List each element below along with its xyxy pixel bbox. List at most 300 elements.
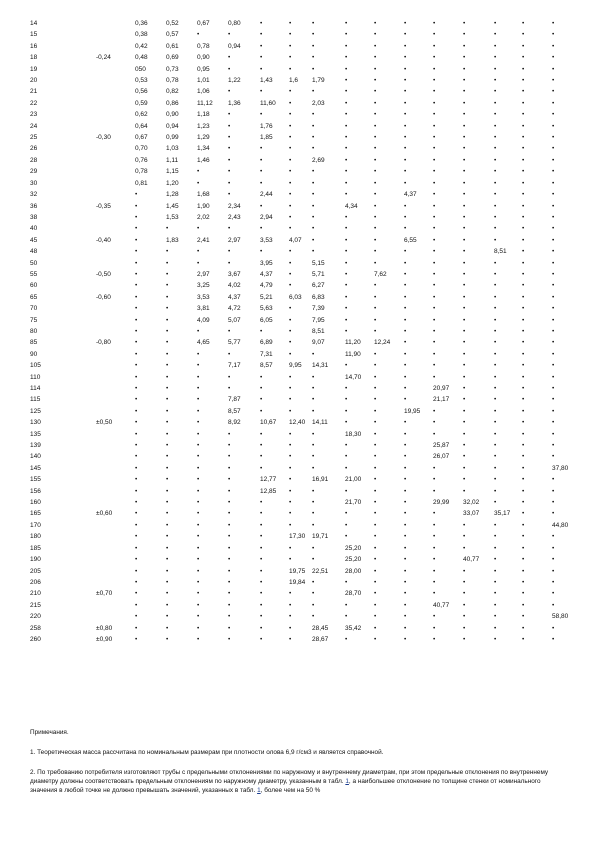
cell-mass: • [433,168,436,176]
cell-mass: • [433,282,436,290]
cell-mass: • [312,111,315,119]
cell-mass: 1,46 [197,156,210,164]
cell-mass: • [228,122,231,130]
cell-mass: • [374,510,377,518]
cell-mass: • [374,134,377,142]
cell-mass: • [312,453,315,461]
cell-mass: • [522,487,525,495]
cell-mass: 0,67 [135,134,148,142]
cell-mass: • [463,77,466,85]
cell-mass: • [197,533,200,541]
cell-mass: • [404,145,407,153]
cell-mass: 1,01 [197,77,210,85]
cell-mass: • [404,442,407,450]
cell-mass: • [166,544,169,552]
cell-mass: • [552,430,555,438]
cell-mass: • [260,168,263,176]
cell-mass: • [166,613,169,621]
cell-mass: • [494,464,497,472]
cell-mass: • [166,453,169,461]
cell-mass: • [289,305,292,313]
cell-mass: • [135,453,138,461]
cell-mass: • [404,533,407,541]
table-row [30,132,571,143]
cell-mass: • [374,99,377,107]
cell-mass: 0,59 [135,99,148,107]
cell-mass: • [312,556,315,564]
cell-mass: • [433,20,436,27]
cell-mass: • [135,282,138,290]
cell-mass: • [433,464,436,472]
cell-mass: 25,87 [433,442,450,450]
cell-mass: • [494,316,497,324]
cell-mass: • [404,179,407,187]
table-row [30,600,571,611]
cell-mass: • [374,111,377,119]
cell-mass: • [404,305,407,313]
cell-mass: 16,91 [312,476,329,484]
cell-mass: • [312,499,315,507]
cell-mass: • [522,20,525,27]
cell-mass: • [404,122,407,130]
cell-mass: • [166,567,169,575]
cell-diameter: 155 [30,476,41,484]
cell-mass: • [345,305,348,313]
cell-mass: • [494,54,497,62]
cell-mass: • [197,259,200,267]
cell-mass: • [228,578,231,586]
table-row [30,486,571,497]
cell-mass: • [552,31,555,39]
cell-mass: • [404,88,407,96]
cell-mass: • [260,499,263,507]
cell-mass: • [552,236,555,244]
cell-mass: • [228,624,231,632]
cell-mass: • [522,327,525,335]
cell-mass: • [312,191,315,199]
cell-mass: • [260,533,263,541]
cell-mass: • [433,202,436,210]
cell-mass: • [289,134,292,142]
cell-mass: • [494,453,497,461]
cell-mass: • [135,350,138,358]
cell-mass: 9,95 [289,362,302,370]
cell-tolerance [78,315,134,326]
cell-mass: • [374,327,377,335]
cell-mass: • [463,487,466,495]
cell-mass: • [494,270,497,278]
cell-mass: • [433,225,436,233]
cell-mass: • [433,567,436,575]
cell-mass: 1,45 [166,202,179,210]
cell-mass: 2,69 [312,156,325,164]
cell-mass: • [404,168,407,176]
cell-mass: • [260,65,263,73]
cell-tolerance: ±0,60 [96,510,113,518]
table-row [30,280,571,291]
cell-mass: • [289,191,292,199]
cell-diameter: 90 [30,350,38,358]
cell-mass: • [260,225,263,233]
cell-mass: • [374,31,377,39]
cell-mass: 0,86 [166,99,179,107]
cell-tolerance [78,577,134,588]
cell-mass: • [312,202,315,210]
cell-mass: • [289,225,292,233]
cell-mass: 3,95 [260,259,273,267]
cell-mass: • [197,407,200,415]
cell-mass: • [197,350,200,358]
cell-mass: • [260,613,263,621]
cell-mass: • [494,521,497,529]
table-row [30,406,571,417]
cell-mass: 1,29 [197,134,210,142]
cell-mass: • [345,259,348,267]
cell-tolerance [78,64,134,75]
cell-mass: • [312,385,315,392]
table-body [30,18,571,645]
cell-diameter: 14 [30,20,38,27]
cell-mass: • [345,122,348,130]
cell-mass: • [289,99,292,107]
cell-mass: • [260,88,263,96]
cell-mass: • [228,54,231,62]
cell-mass: • [404,339,407,347]
cell-mass: • [312,578,315,586]
cell-mass: • [374,556,377,564]
cell-mass: 28,45 [312,624,329,632]
cell-mass: 4,34 [345,202,358,210]
cell-mass: • [289,213,292,221]
cell-mass: 4,79 [260,282,273,290]
cell-mass: • [522,305,525,313]
cell-tolerance [78,143,134,154]
cell-mass: • [374,145,377,153]
table-row [30,326,571,337]
cell-mass: • [289,111,292,119]
table-row [30,223,571,234]
cell-mass: • [228,225,231,233]
cell-diameter: 190 [30,556,41,564]
cell-mass: 4,72 [228,305,241,313]
cell-mass: • [463,635,466,643]
cell-mass: • [463,202,466,210]
table-row [30,212,571,223]
cell-mass: • [463,191,466,199]
cell-mass: • [135,248,138,256]
cell-mass: • [289,613,292,621]
cell-mass: • [228,327,231,335]
cell-mass: • [552,145,555,153]
cell-mass: • [312,54,315,62]
cell-diameter: 206 [30,578,41,586]
cell-mass: • [166,373,169,381]
cell-diameter: 32 [30,191,38,199]
cell-mass: • [463,590,466,598]
cell-mass: • [197,179,200,187]
cell-mass: • [345,270,348,278]
cell-mass: • [345,134,348,142]
cell-mass: 0,57 [166,31,179,39]
cell-mass: • [312,407,315,415]
cell-mass: • [404,259,407,267]
cell-mass: • [404,476,407,484]
cell-mass: 0,62 [135,111,148,119]
cell-mass: • [404,613,407,621]
cell-mass: • [522,293,525,301]
cell-tolerance [78,543,134,554]
cell-mass: • [312,590,315,598]
cell-mass: • [312,350,315,358]
cell-mass: 4,37 [228,293,241,301]
cell-mass: • [552,350,555,358]
cell-mass: • [494,601,497,609]
cell-mass: • [494,578,497,586]
cell-mass: • [228,533,231,541]
cell-mass: • [289,339,292,347]
cell-mass: • [197,373,200,381]
cell-mass: • [312,213,315,221]
cell-mass: • [197,442,200,450]
cell-mass: • [494,168,497,176]
table-row [30,394,571,405]
cell-mass: 35,17 [494,510,511,518]
cell-mass: 1,20 [166,179,179,187]
cell-mass: • [228,510,231,518]
cell-mass: • [289,601,292,609]
cell-mass: • [345,191,348,199]
cell-mass: • [522,259,525,267]
cell-mass: • [404,362,407,370]
table-row [30,577,571,588]
cell-mass: • [552,487,555,495]
cell-mass: 3,81 [197,305,210,313]
cell-mass: 4,07 [289,236,302,244]
cell-mass: • [374,533,377,541]
cell-mass: • [463,282,466,290]
cell-mass: • [433,293,436,301]
cell-mass: 4,37 [260,270,273,278]
cell-mass: • [228,179,231,187]
notes-section [30,728,560,806]
cell-mass: • [289,510,292,518]
cell-mass: • [345,442,348,450]
cell-diameter: 80 [30,327,38,335]
cell-mass: • [166,430,169,438]
cell-mass: • [260,373,263,381]
cell-mass: • [289,350,292,358]
cell-mass: • [404,601,407,609]
cell-mass: • [166,601,169,609]
cell-mass: • [345,179,348,187]
table-row [30,372,571,383]
cell-mass: 5,07 [228,316,241,324]
cell-mass: • [552,316,555,324]
cell-mass: • [228,65,231,73]
cell-mass: • [522,316,525,324]
cell-tolerance: -0,35 [96,202,111,210]
cell-mass: • [374,293,377,301]
cell-mass: • [404,419,407,427]
cell-mass: • [289,327,292,335]
cell-mass: • [260,407,263,415]
cell-mass: • [260,453,263,461]
table-row [30,29,571,40]
cell-mass: • [552,42,555,50]
cell-mass: • [494,20,497,27]
cell-mass: • [463,362,466,370]
cell-tolerance [78,531,134,542]
cell-mass: • [552,567,555,575]
cell-tolerance [78,155,134,166]
cell-mass: • [494,590,497,598]
cell-mass: • [345,601,348,609]
cell-mass: 19,75 [289,567,306,575]
cell-mass: • [404,111,407,119]
table-link-2[interactable]: 1 [257,787,261,794]
cell-mass: • [374,236,377,244]
cell-tolerance [78,474,134,485]
cell-mass: • [374,567,377,575]
table-link-1[interactable]: 1 [345,778,349,785]
cell-mass: • [260,385,263,392]
table-row [30,258,571,269]
table-row [30,360,571,371]
cell-mass: • [374,624,377,632]
cell-mass: • [463,453,466,461]
cell-diameter: 205 [30,567,41,575]
cell-mass: 22,51 [312,567,329,575]
cell-mass: 0,52 [166,20,179,27]
cell-mass: • [433,156,436,164]
table-row [30,451,571,462]
cell-mass: 32,02 [463,499,480,507]
cell-mass: 7,95 [312,316,325,324]
cell-mass: • [494,259,497,267]
cell-mass: • [374,191,377,199]
cell-mass: • [312,464,315,472]
cell-mass: • [166,248,169,256]
cell-mass: • [289,430,292,438]
cell-mass: • [463,350,466,358]
table-row [30,611,571,622]
cell-mass: • [522,510,525,518]
cell-mass: • [197,544,200,552]
cell-mass: • [463,248,466,256]
cell-diameter: 23 [30,111,38,119]
cell-mass: 050 [135,65,146,73]
cell-tolerance: ±0,80 [96,624,113,632]
cell-mass: • [289,407,292,415]
note-2 [30,768,560,795]
cell-mass: • [552,65,555,73]
cell-mass: 35,42 [345,624,362,632]
cell-mass: • [135,373,138,381]
cell-mass: • [404,248,407,256]
cell-mass: • [433,624,436,632]
table-row [30,315,571,326]
cell-diameter: 24 [30,122,38,130]
cell-mass: • [374,202,377,210]
cell-mass: • [404,42,407,50]
cell-mass: 0,38 [135,31,148,39]
cell-mass: 1,53 [166,213,179,221]
cell-mass: • [552,305,555,313]
cell-mass: • [522,624,525,632]
cell-mass: • [135,601,138,609]
cell-mass: • [228,601,231,609]
cell-mass: • [135,191,138,199]
cell-mass: • [522,282,525,290]
cell-mass: • [433,635,436,643]
cell-mass: • [228,156,231,164]
cell-mass: • [404,270,407,278]
cell-mass: 0,82 [166,88,179,96]
cell-mass: • [228,259,231,267]
cell-mass: • [433,305,436,313]
cell-mass: • [289,202,292,210]
cell-mass: 21,70 [345,499,362,507]
cell-mass: • [135,590,138,598]
cell-mass: • [345,145,348,153]
cell-mass: • [494,396,497,404]
cell-mass: • [522,407,525,415]
cell-mass: • [197,635,200,643]
cell-mass: 0,78 [197,42,210,50]
cell-mass: • [494,122,497,130]
cell-mass: • [345,464,348,472]
cell-mass: • [260,20,263,27]
cell-mass: 0,67 [197,20,210,27]
cell-mass: 40,77 [463,556,480,564]
cell-mass: • [463,31,466,39]
cell-mass: • [522,464,525,472]
cell-mass: • [228,168,231,176]
cell-mass: • [522,556,525,564]
cell-tolerance: -0,60 [96,293,111,301]
cell-diameter: 19 [30,65,38,73]
cell-mass: • [433,510,436,518]
cell-tolerance [78,178,134,189]
cell-mass: • [552,225,555,233]
cell-mass: • [228,590,231,598]
cell-diameter: 60 [30,282,38,290]
cell-tolerance: -0,80 [96,339,111,347]
cell-mass: 1,36 [228,99,241,107]
cell-mass: • [228,430,231,438]
cell-mass: • [260,590,263,598]
cell-mass: • [552,179,555,187]
cell-mass: 8,92 [228,419,241,427]
cell-diameter: 125 [30,407,41,415]
cell-mass: • [135,442,138,450]
cell-mass: • [463,88,466,96]
cell-mass: • [433,236,436,244]
cell-mass: • [374,65,377,73]
cell-tolerance [78,566,134,577]
cell-mass: • [374,350,377,358]
cell-mass: • [166,282,169,290]
cell-mass: • [345,510,348,518]
cell-mass: 1,79 [312,77,325,85]
cell-mass: 8,51 [312,327,325,335]
cell-mass: • [345,293,348,301]
cell-mass: • [463,339,466,347]
cell-mass: • [374,122,377,130]
cell-mass: • [345,521,348,529]
cell-mass: • [404,385,407,392]
cell-tolerance [78,18,134,29]
